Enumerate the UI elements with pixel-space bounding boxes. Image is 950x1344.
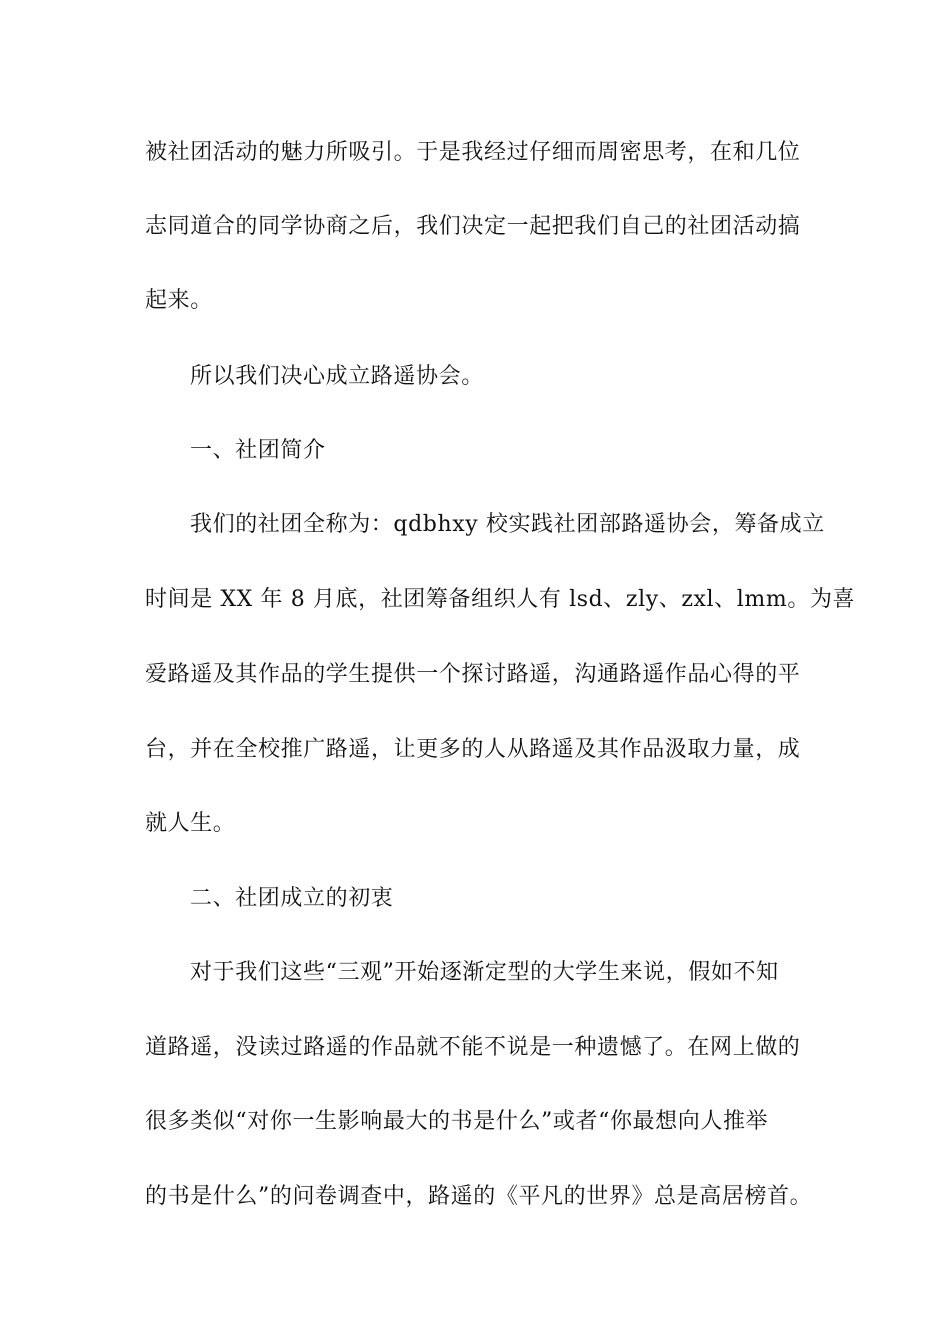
paragraph-line: 道路遥，没读过路遥的作品就不能不说是一种遗憾了。在网上做的 [145,1035,801,1060]
paragraph-line: 我们的社团全称为：qdbhxy 校实践社团部路遥协会，筹备成立 [190,512,825,537]
paragraph-line: 爱路遥及其作品的学生提供一个探讨路遥，沟通路遥作品心得的平 [145,662,801,687]
paragraph-line: 的书是什么”的问卷调查中，路遥的《平凡的世界》总是高居榜首。 [145,1184,813,1209]
paragraph-line: 志同道合的同学协商之后，我们决定一起把我们自己的社团活动搞 [145,214,801,239]
paragraph-line: 台，并在全校推广路遥，让更多的人从路遥及其作品汲取力量，成 [145,737,801,762]
paragraph-line: 很多类似“对你一生影响最大的书是什么”或者“你最想向人推举 [145,1109,769,1134]
section-heading: 一、社团简介 [190,438,326,463]
section-heading: 二、社团成立的初衷 [190,886,394,911]
paragraph-line: 起来。 [145,288,213,313]
paragraph-line: 被社团活动的魅力所吸引。于是我经过仔细而周密思考，在和几位 [145,140,801,165]
paragraph-line: 就人生。 [145,811,236,836]
paragraph-line: 对于我们这些“三观”开始逐渐定型的大学生来说，假如不知 [190,960,779,985]
paragraph-line: 时间是 XX 年 8 月底，社团筹备组织人有 lsd、zly、zxl、lmm。为喜 [145,587,856,612]
paragraph-line: 所以我们决心成立路遥协会。 [190,364,484,389]
